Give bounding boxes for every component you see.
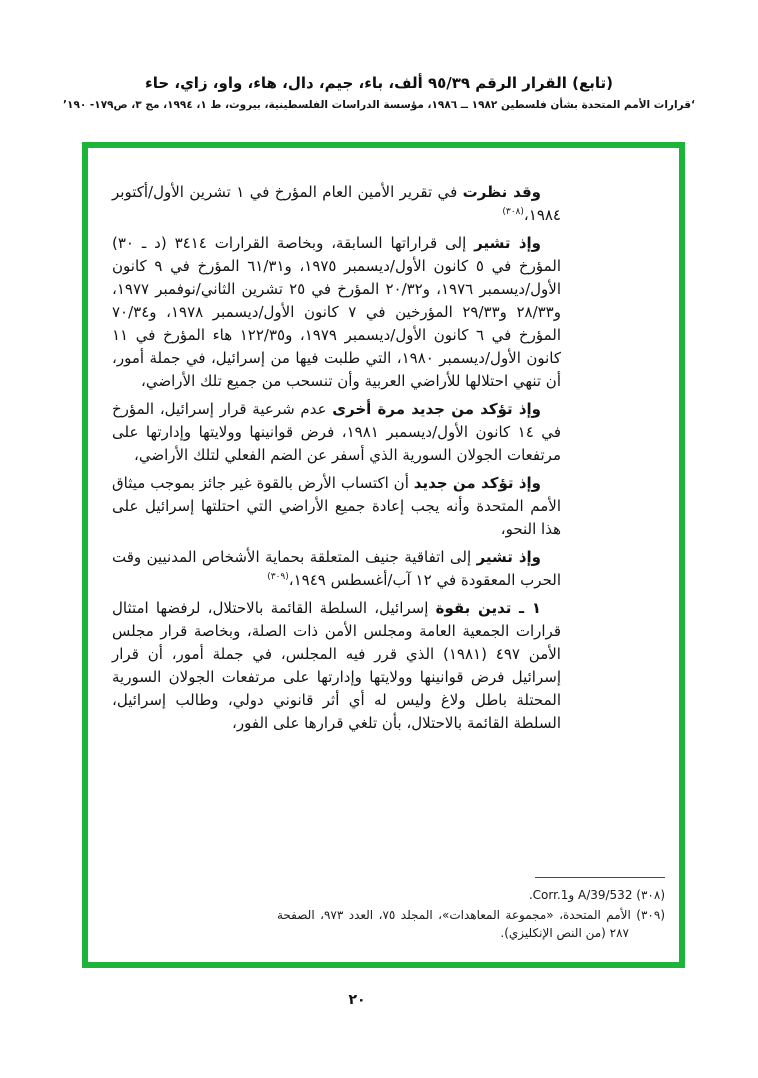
paragraph-number: ١ ـ	[511, 599, 541, 617]
paragraph-lead: وإذ تؤكد من جديد مرة أخرى	[332, 400, 542, 418]
paragraph-body: أن اكتساب الأرض بالقوة غير جائز بموجب ميثاق الأمم المتحدة وأنه يجب إعادة جميع الأراضي التي احتلتها إسرائيل على هذا النحو،	[112, 474, 561, 538]
paragraph-recalling-resolutions	[112, 232, 561, 393]
footnote-ref-308: (٣٠٨)	[502, 207, 524, 217]
paragraph-geneva-convention	[112, 546, 561, 592]
paragraph-body: إلى قراراتها السابقة، وبخاصة القرارات ٣٤١٤ (د ـ ٣٠) المؤرخ في ٥ كانون الأول/ديسمبر ١٩٧٥، و٦١/٣١ المؤرخ في ٩ كانون الأول/ديسمبر ١٩٧٦، و٢٠/٣٢ المؤرخ في ٢٥ تشرين الثاني/نوفمبر ١٩٧٧، و٢٨/٣٣ و٢٩/٣٣ المؤرخين في ٧ كانون الأول/ديسمبر ١٩٧٨، و٧٠/٣٤ المؤرخ في ٦ كانون الأول/ديسمبر ١٩٧٩، و١٢٢/٣٥ هاء المؤرخ في ١١ كانون الأول/ديسمبر ١٩٨٠، التي طلبت فيها من إسرائيل، في جملة أمور، أن تنهي احتلالها للأراضي العربية وأن تنسحب من جميع تلك الأراضي،	[112, 234, 562, 390]
footnote-308	[277, 886, 665, 904]
paragraph-body: إلى اتفاقية جنيف المتعلقة بحماية الأشخاص المدنيين وقت الحرب المعقودة في ١٢ آب/أغسطس ١٩٤٩،	[112, 548, 561, 589]
paragraph-operative-1-condemns	[112, 597, 561, 735]
paragraph-considered-report	[112, 181, 561, 227]
paragraph-reaffirming-charter	[112, 472, 561, 541]
paragraph-lead: وإذ تؤكد من جديد	[413, 474, 542, 492]
footnote-number: (٣٠٨)	[636, 888, 665, 902]
footnote-number: (٣٠٩)	[636, 908, 665, 922]
header-resolution-title: (تابع) القرار الرقم ٩٥/٣٩ ألف، باء، جيم، دال، هاء، واو، زاي، حاء	[145, 74, 613, 92]
paragraph-lead: تدين بقوة	[435, 599, 512, 617]
page-header	[0, 74, 758, 111]
footnotes-block	[277, 877, 665, 944]
paragraph-body: عدم شرعية قرار إسرائيل، المؤرخ في ١٤ كانون الأول/ديسمبر ١٩٨١، فرض قوانينها وولايتها وإدارتها على مرتفعات الجولان السورية الذي أسفر عن الضم الفعلي لتلك الأراضي،	[112, 400, 561, 464]
footnote-text: الأمم المتحدة، «مجموعة المعاهدات»، المجلد ٧٥، العدد ٩٧٣، الصفحة ٢٨٧ (من النص الإنكليزي).	[277, 908, 637, 940]
paragraph-reaffirming-illegality	[112, 398, 561, 467]
green-border-frame	[82, 142, 685, 968]
header-source-citation: ‘قرارات الأمم المتحدة بشأن فلسطين ١٩٨٢ ــ ١٩٨٦، مؤسسة الدراسات الفلسطينية، بيروت، ط ١، ١٩٩٤، مج ٣، ص١٧٩- ١٩٠’	[63, 99, 695, 111]
footnote-ref-309: (٣٠٩)	[267, 572, 289, 582]
footnote-309	[277, 906, 665, 942]
footnote-text: A/39/532 وCorr.1.	[528, 888, 637, 902]
page-number: ٢٠	[348, 992, 366, 1008]
paragraph-lead: وإذ تشير	[476, 548, 541, 566]
paragraph-body: في تقرير الأمين العام المؤرخ في ١ تشرين الأول/أكتوبر ١٩٨٤،	[112, 183, 561, 224]
footnote-separator-rule	[535, 877, 665, 878]
paragraph-lead: وقد نظرت	[462, 183, 541, 201]
paragraph-body: إسرائيل، السلطة القائمة بالاحتلال، لرفضها امتثال قرارات الجمعية العامة ومجلس الأمن ذات الصلة، وبخاصة قرار مجلس الأمن ٤٩٧ (١٩٨١) الذي قرر فيه المجلس، في جملة أمور، أن قرار إسرائيل فرض قوانينها وولايتها وإدارتها على مرتفعات الجولان السورية المحتلة باطل ولاغ وليس له أي أثر قانوني دولي، وطالب إسرائيل، السلطة القائمة بالاحتلال، بأن تلغي قرارها على الفور،	[112, 599, 561, 732]
paragraph-lead: وإذ تشير	[474, 234, 541, 252]
resolution-body-text	[88, 148, 679, 735]
